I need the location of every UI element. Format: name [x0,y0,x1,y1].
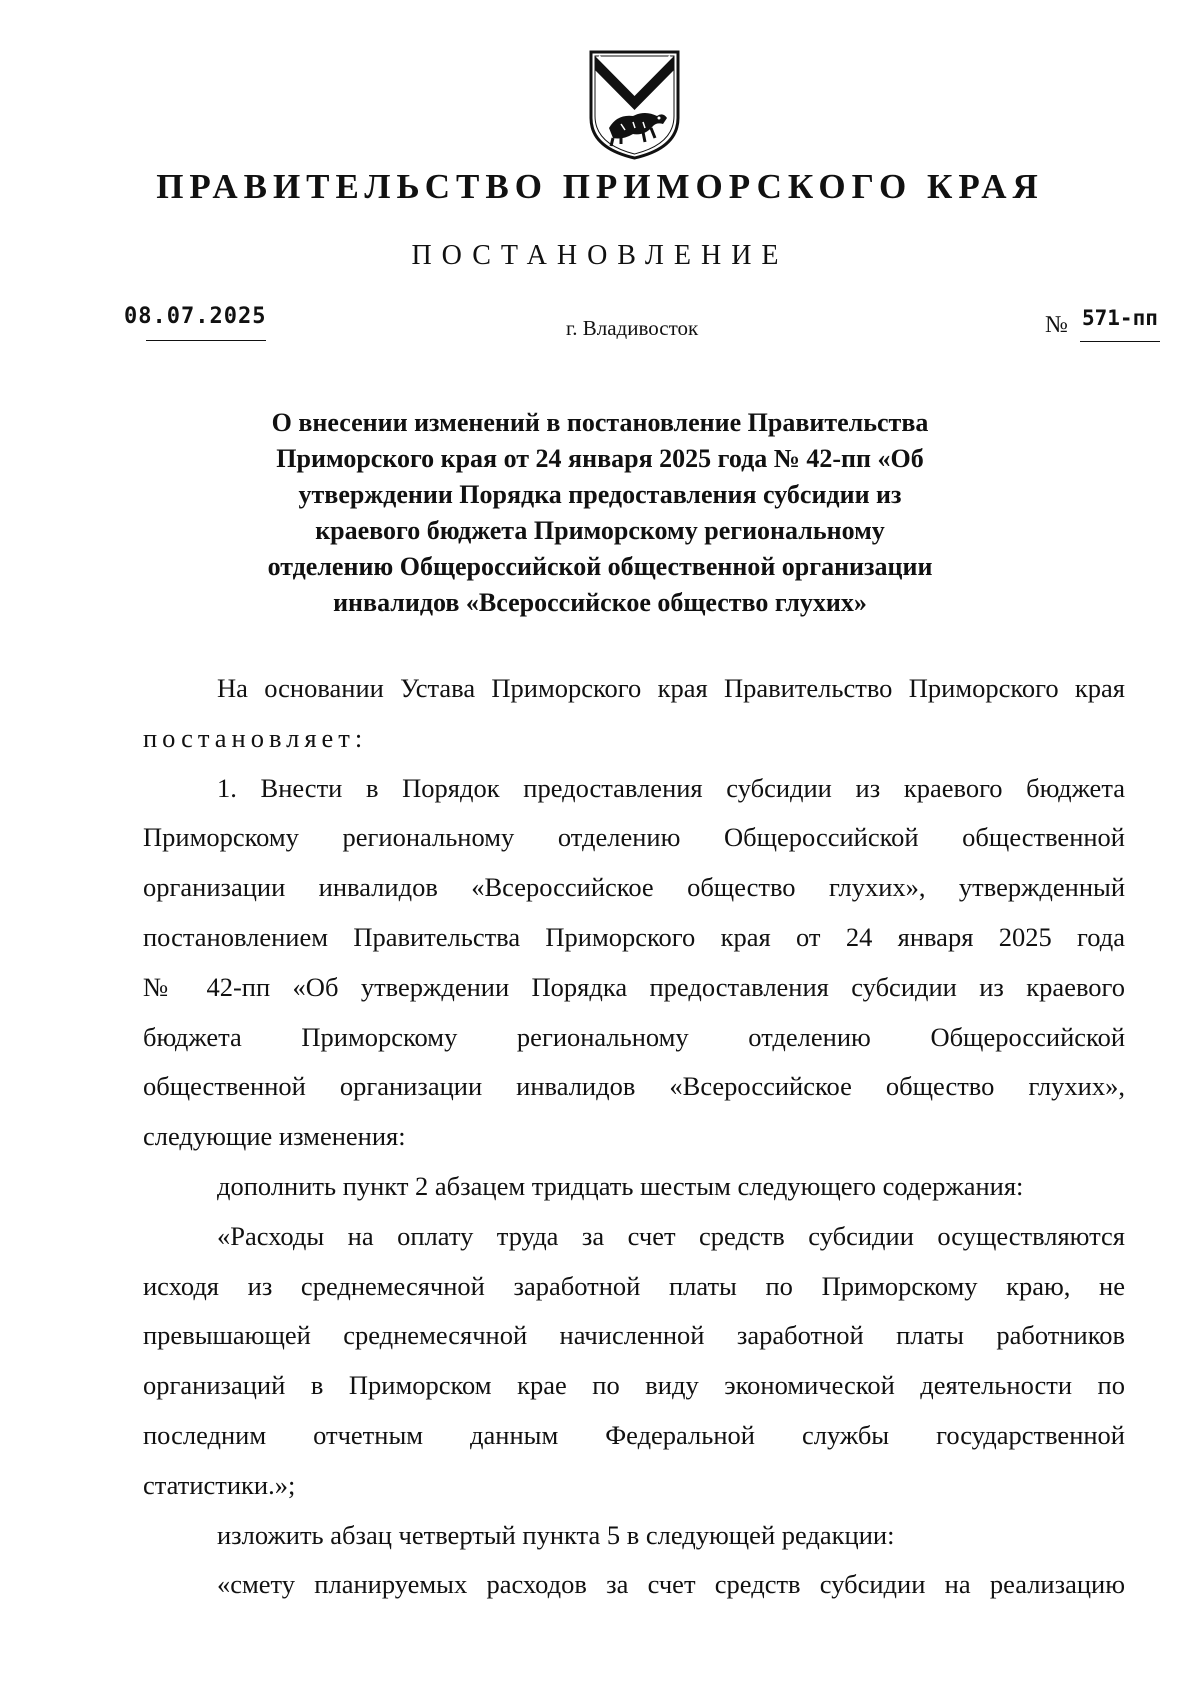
number-sign: № [1045,312,1068,338]
body-line: «смету планируемых расходов за счет средств субсидии на реализацию [217,1569,1125,1600]
body-line: Приморскому региональному отделению Общероссийской общественной [143,822,1125,853]
document-number: 571-пп [1082,306,1158,330]
body-line: статистики.»; [143,1469,296,1500]
body-line: изложить абзац четвертый пункта 5 в следующей редакции: [217,1519,895,1550]
title-line: Приморского края от 24 января 2025 года № 42-пп «Об [276,444,924,473]
organization-name: ПРАВИТЕЛЬСТВО ПРИМОРСКОГО КРАЯ [156,167,1044,206]
title-line: инвалидов «Всероссийское общество глухих» [333,588,867,617]
body-line: № 42-пп «Об утверждении Порядка предоставления субсидии из краевого [143,971,1125,1002]
coat-of-arms-emblem [587,48,682,162]
body-line: общественной организации инвалидов «Всероссийское общество глухих», [143,1071,1125,1102]
body-line: исходя из среднемесячной заработной платы по Приморскому краю, не [143,1270,1125,1301]
document-city: г. Владивосток [566,316,699,340]
body-line: бюджета Приморскому региональному отделению Общероссийской [143,1021,1125,1052]
document-type: ПОСТАНОВЛЕНИЕ [411,240,789,271]
body-line: постановлением Правительства Приморского края от 24 января 2025 года [143,921,1125,952]
body-line: превышающей среднемесячной начисленной заработной платы работников [143,1320,1125,1351]
date-underline [146,340,266,341]
body-line: постановляет: [143,722,368,753]
title-line: О внесении изменений в постановление Правительства [271,408,929,437]
body-line: дополнить пункт 2 абзацем тридцать шестым следующего содержания: [217,1170,1024,1201]
number-underline [1080,341,1160,342]
title-line: отделению Общероссийской общественной организации [267,552,933,581]
body-line: последним отчетным данным Федеральной службы государственной [143,1419,1125,1450]
document-date: 08.07.2025 [124,304,267,329]
body-line: 1. Внести в Порядок предоставления субсидии из краевого бюджета [217,772,1125,803]
title-line: краевого бюджета Приморскому региональному [315,516,885,545]
document-title [200,405,1000,621]
body-line: следующие изменения: [143,1121,406,1152]
body-line: организации инвалидов «Всероссийское общество глухих», утвержденный [143,872,1125,903]
body-line: На основании Устава Приморского края Правительство Приморского края [217,673,1125,703]
body-line: «Расходы на оплату труда за счет средств субсидии осуществляются [217,1220,1125,1251]
body-line: организаций в Приморском крае по виду экономической деятельности по [143,1370,1125,1401]
title-line: утверждении Порядка предоставления субсидии из [298,480,902,509]
document-body [143,670,1125,1616]
